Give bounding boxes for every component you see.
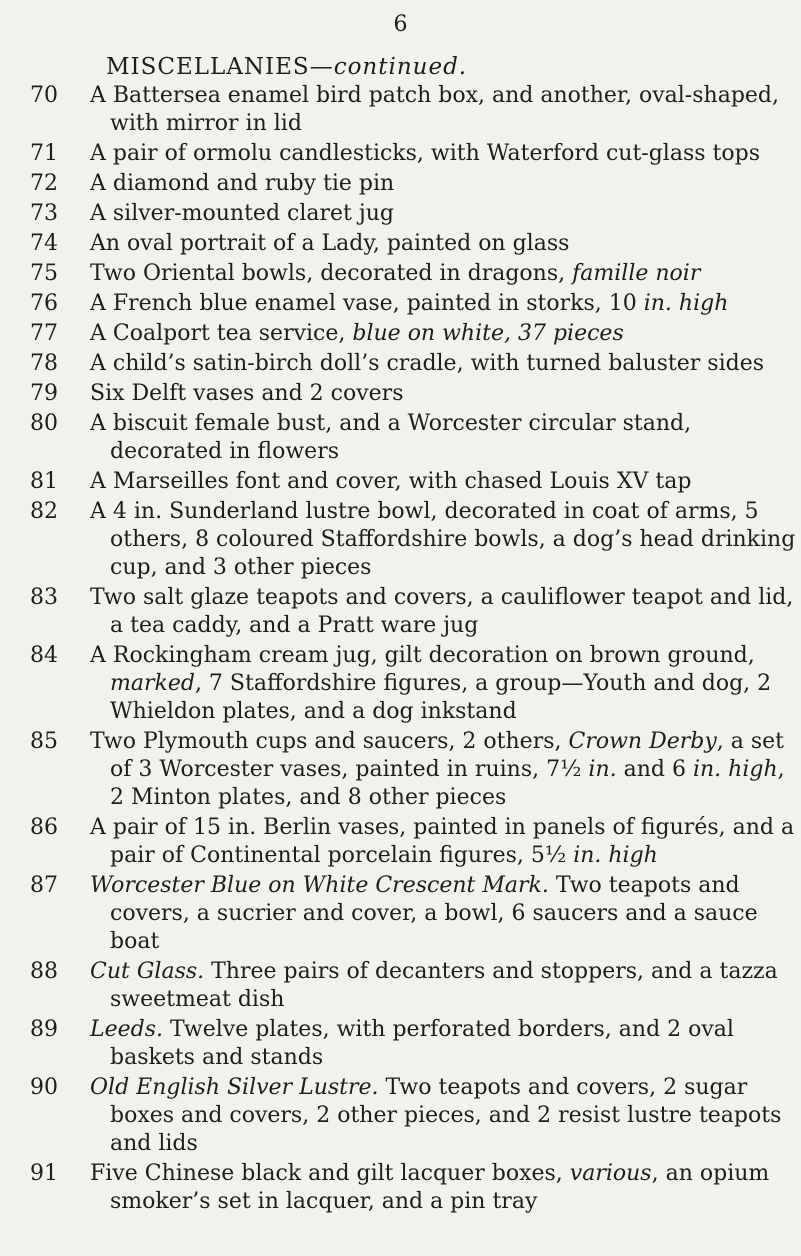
lot-description: [90, 642, 796, 726]
lot-text: A child’s satin-birch doll’s cradle, with turned baluster sides: [90, 351, 765, 376]
page-number: 6: [393, 12, 408, 37]
lot-number: 77: [30, 321, 58, 346]
lot-number: 91: [30, 1161, 58, 1186]
lot-item: [30, 468, 796, 496]
lot-description: [90, 498, 796, 582]
italic-text: in. high: [573, 843, 658, 868]
lot-number: 82: [30, 499, 58, 524]
lot-text: A Battersea enamel bird patch box, and another, oval-shaped, with mirror in lid: [90, 83, 779, 136]
lot-item: [30, 170, 796, 198]
lot-text: A diamond and ruby tie pin: [90, 171, 395, 196]
lot-text: Twelve plates, with perforated borders, and 2 oval baskets and stands: [110, 1017, 734, 1070]
lot-description: [90, 728, 796, 812]
lot-text: A silver-mounted claret jug: [90, 201, 394, 226]
lot-number: 75: [30, 261, 58, 286]
lot-number: 85: [30, 729, 58, 754]
lot-item: [30, 958, 796, 1014]
lot-description: [90, 350, 796, 378]
italic-text: Old English Silver Lustre.: [90, 1075, 379, 1100]
lot-description: [90, 958, 796, 1014]
lot-item: [30, 410, 796, 466]
lot-item: [30, 728, 796, 812]
lot-description: [90, 200, 796, 228]
italic-text: Crown Derby: [568, 729, 717, 754]
italic-text: various: [569, 1161, 652, 1186]
lot-text: Six Delft vases and 2 covers: [90, 381, 404, 406]
lot-text: Two Plymouth cups and saucers, 2 others,: [90, 729, 569, 754]
lot-description: [90, 814, 796, 870]
lot-description: [90, 1160, 796, 1216]
heading-title: MISCELLANIES: [106, 54, 310, 80]
lot-number: 72: [30, 171, 58, 196]
lot-text: Two teapots and covers, 2 sugar boxes and covers, 2 other pieces, and 2 resist lustre teapots and lids: [110, 1075, 782, 1156]
lot-item: [30, 230, 796, 258]
lot-item: [30, 584, 796, 640]
italic-text: Worcester Blue on White Crescent Mark.: [90, 873, 549, 898]
lot-item: [30, 200, 796, 228]
lot-item: [30, 260, 796, 288]
lot-description: [90, 170, 796, 198]
lot-item: [30, 380, 796, 408]
italic-text: famille noir: [572, 261, 701, 286]
lot-description: [90, 872, 796, 956]
lot-text: , 2 Minton plates, and 8 other pieces: [110, 757, 785, 810]
lot-description: [90, 230, 796, 258]
lot-description: [90, 290, 796, 318]
lot-text: An oval portrait of a Lady, painted on glass: [90, 231, 570, 256]
lot-number: 74: [30, 231, 58, 256]
lot-description: [90, 1016, 796, 1072]
heading-suffix: —continued.: [309, 54, 468, 80]
section-heading: [106, 54, 467, 80]
lot-text: Three pairs of decanters and stoppers, and a tazza sweetmeat dish: [110, 959, 778, 1012]
lot-number: 78: [30, 351, 58, 376]
lot-text: and 6: [616, 757, 693, 782]
lot-number: 80: [30, 411, 58, 436]
lot-number: 89: [30, 1017, 58, 1042]
italic-text: in. high: [643, 291, 729, 316]
lot-item: [30, 1160, 796, 1216]
lot-list: [30, 82, 796, 1218]
lot-text: A Marseilles font and cover, with chased Louis XV tap: [90, 469, 692, 494]
italic-text: in.: [588, 757, 617, 782]
lot-text: , an opium smoker’s set in lacquer, and a pin tray: [110, 1161, 770, 1214]
lot-description: [90, 584, 796, 640]
italic-text: in. high: [692, 757, 778, 782]
lot-item: [30, 872, 796, 956]
lot-number: 70: [30, 83, 58, 108]
lot-text: Two Oriental bowls, decorated in dragons,: [90, 261, 573, 286]
lot-item: [30, 498, 796, 582]
lot-item: [30, 1074, 796, 1158]
lot-text: A French blue enamel vase, painted in storks, 10: [90, 291, 644, 316]
lot-item: [30, 82, 796, 138]
italic-text: blue on white, 37 pieces: [352, 321, 624, 346]
lot-number: 81: [30, 469, 58, 494]
lot-text: , a set of 3 Worcester vases, painted in ruins, 7½: [110, 729, 785, 782]
lot-number: 73: [30, 201, 58, 226]
lot-text: A biscuit female bust, and a Worcester circular stand, decorated in flowers: [90, 411, 692, 464]
lot-description: [90, 410, 796, 466]
lot-description: [90, 260, 796, 288]
lot-description: [90, 82, 796, 138]
lot-number: 76: [30, 291, 58, 316]
lot-text: Two teapots and covers, a sucrier and cover, a bowl, 6 saucers and a sauce boat: [110, 873, 758, 954]
lot-description: [90, 140, 796, 168]
lot-text: A pair of 15 in. Berlin vases, painted in panels of figurés, and a pair of Continental porcelain figures, 5½: [90, 815, 795, 868]
lot-number: 88: [30, 959, 58, 984]
lot-description: [90, 320, 796, 348]
lot-description: [90, 1074, 796, 1158]
lot-text: Two salt glaze teapots and covers, a cauliflower teapot and lid, a tea caddy, and a Pratt ware jug: [90, 585, 794, 638]
lot-item: [30, 642, 796, 726]
lot-text: A Coalport tea service,: [90, 321, 353, 346]
lot-number: 87: [30, 873, 58, 898]
italic-text: Leeds.: [90, 1017, 164, 1042]
lot-item: [30, 140, 796, 168]
lot-text: A 4 in. Sunderland lustre bowl, decorated in coat of arms, 5 others, 8 coloured Staffordshire bowls, a dog’s head drinking cup, and 3 other pieces: [90, 499, 796, 580]
lot-description: [90, 468, 796, 496]
lot-item: [30, 814, 796, 870]
lot-number: 84: [30, 643, 58, 668]
lot-text: A Rockingham cream jug, gilt decoration on brown ground,: [90, 643, 755, 668]
lot-text: , 7 Staffordshire figures, a group—Youth and dog, 2 Whieldon plates, and a dog inkstand: [110, 671, 772, 724]
lot-item: [30, 350, 796, 378]
lot-item: [30, 1016, 796, 1072]
lot-item: [30, 320, 796, 348]
lot-text: A pair of ormolu candlesticks, with Waterford cut-glass tops: [90, 141, 760, 166]
lot-item: [30, 290, 796, 318]
italic-text: Cut Glass.: [90, 959, 205, 984]
italic-text: marked: [110, 671, 195, 696]
lot-number: 90: [30, 1075, 58, 1100]
lot-description: [90, 380, 796, 408]
lot-number: 71: [30, 141, 58, 166]
lot-number: 86: [30, 815, 58, 840]
lot-text: Five Chinese black and gilt lacquer boxes,: [90, 1161, 570, 1186]
lot-number: 79: [30, 381, 58, 406]
lot-number: 83: [30, 585, 58, 610]
